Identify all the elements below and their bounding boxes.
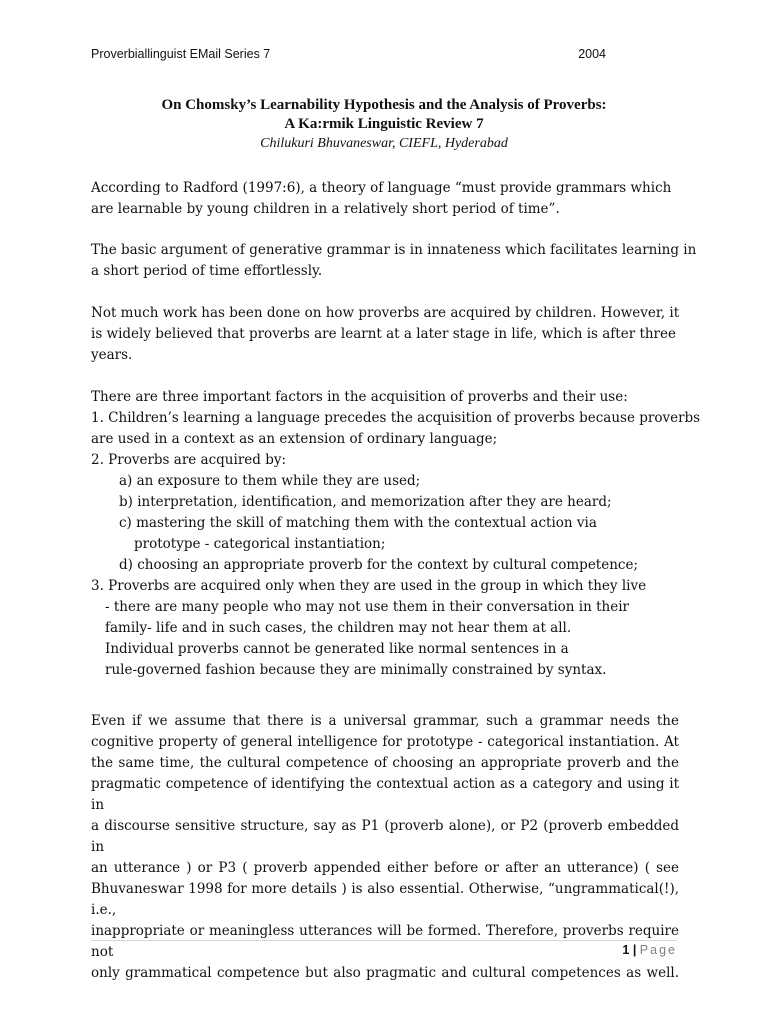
title-block [0, 96, 768, 153]
text-line: inappropriate or meaningless utterances will be formed. Therefore, proverbs require not [91, 923, 679, 960]
factors-list [91, 387, 701, 681]
sub-item-d: d) choosing an appropriate proverb for the context by cultural competence; [119, 557, 639, 573]
author-line: Chilukuri Bhuvaneswar, CIEFL, Hyderabad [260, 136, 508, 151]
header-year: 2004 [578, 47, 606, 61]
footer-separator: | [632, 943, 637, 957]
list-item-3: 3. Proverbs are acquired only when they are used in the group in which they live [91, 578, 647, 594]
text-line: is widely believed that proverbs are learnt at a later stage in life, which is after three [91, 326, 676, 342]
text-line: Not much work has been done on how proverbs are acquired by children. However, it [91, 305, 680, 321]
paragraph-3 [91, 303, 679, 366]
sub-item-a: a) an exposure to them while they are used; [119, 473, 421, 489]
text-line: According to Radford (1997:6), a theory of language “must provide grammars which [91, 180, 672, 196]
text-line: The basic argument of generative grammar is in innateness which facilitates learning in [91, 242, 697, 258]
page-footer [622, 943, 677, 957]
running-header [91, 47, 606, 61]
text-line: Bhuvaneswar 1998 for more details ) is also essential. Otherwise, “ungrammatical(!), i.e., [91, 881, 679, 918]
text-line: pragmatic competence of identifying the contextual action as a category and using it in [91, 776, 679, 813]
list-item-2: 2. Proverbs are acquired by: [91, 452, 287, 468]
text-line: an utterance ) or P3 ( proverb appended either before or after an utterance) ( see [91, 860, 679, 876]
list-item-1-cont: are used in a context as an extension of ordinary language; [91, 431, 498, 447]
paragraph-4 [91, 711, 679, 984]
paragraph-1 [91, 178, 679, 220]
page-label: Page [639, 943, 677, 957]
page-number: 1 [622, 943, 630, 957]
paragraph-2 [91, 240, 697, 282]
sub-item-c-cont: prototype - categorical instantiation; [134, 536, 386, 552]
header-series-title: Proverbiallinguist EMail Series 7 [91, 47, 271, 61]
list-intro: There are three important factors in the acquisition of proverbs and their use: [91, 389, 628, 405]
list-item-3-cont: family- life and in such cases, the children may not hear them at all. [105, 620, 572, 636]
text-line: a short period of time effortlessly. [91, 263, 323, 279]
text-line: Even if we assume that there is a universal grammar, such a grammar needs the [91, 713, 679, 729]
sub-item-b: b) interpretation, identification, and memorization after they are heard; [119, 494, 612, 510]
title-line-2: A Ka:rmik Linguistic Review 7 [284, 116, 484, 132]
text-line: the same time, the cultural competence of choosing an appropriate proverb and the [91, 755, 679, 771]
text-line: only grammatical competence but also pragmatic and cultural competences as well. [91, 965, 679, 981]
footer-divider [91, 940, 677, 941]
text-line: are learnable by young children in a relatively short period of time”. [91, 201, 560, 217]
list-item-1: 1. Children’s learning a language precedes the acquisition of proverbs because proverbs [91, 410, 701, 426]
text-line: a discourse sensitive structure, say as P1 (proverb alone), or P2 (proverb embedded in [91, 818, 679, 855]
text-line: years. [91, 347, 133, 363]
list-item-3-cont: - there are many people who may not use them in their conversation in their [105, 599, 629, 615]
list-item-3-cont: rule-governed fashion because they are minimally constrained by syntax. [105, 662, 607, 678]
text-line: cognitive property of general intelligence for prototype - categorical instantiation. At [91, 734, 679, 750]
title-line-1: On Chomsky’s Learnability Hypothesis and the Analysis of Proverbs: [161, 97, 607, 113]
sub-item-c: c) mastering the skill of matching them with the contextual action via [119, 515, 597, 531]
list-item-3-cont: Individual proverbs cannot be generated like normal sentences in a [105, 641, 569, 657]
